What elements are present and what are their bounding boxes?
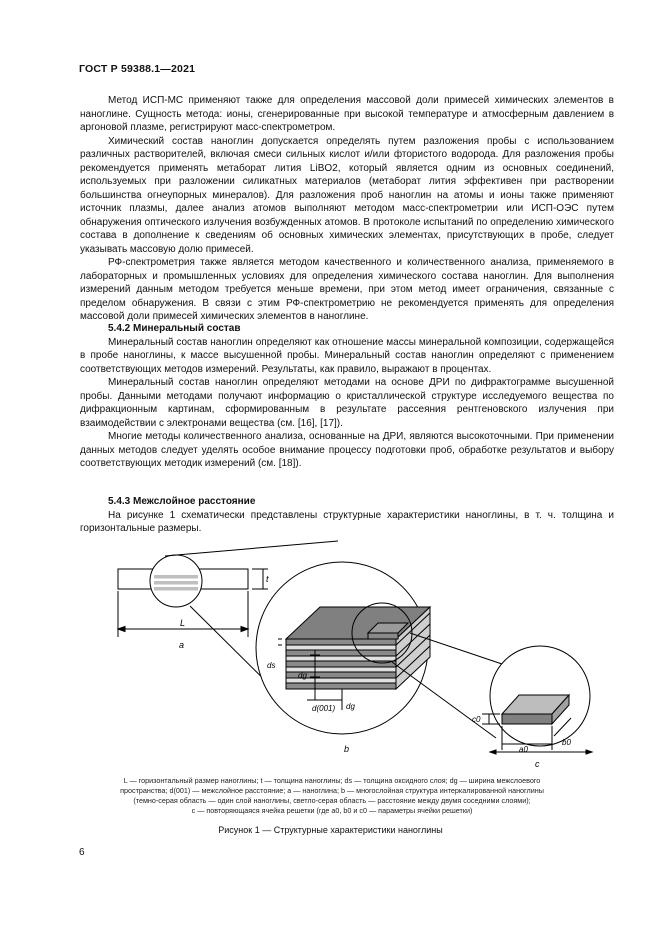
- section-5-4-3: [80, 495, 614, 536]
- label-c: c: [535, 759, 540, 769]
- label-b: b: [344, 744, 350, 754]
- paragraph: Метод ИСП-МС применяют также для определения массовой доли примесей химических элементов в наноглине. Сущность метода: ионы, сгенерированные при высокой температуре и атмосферным давлением в аргоновой плазме, регистрируют масс-спектрометром.: [80, 95, 614, 133]
- standard-header: ГОСТ Р 59388.1—2021: [79, 63, 196, 75]
- caption-line: (темно-серая область — один слой наноглины, светло-серая область — расстояние между двумя соседними слоями);: [133, 796, 531, 805]
- page-number: 6: [79, 847, 85, 858]
- paragraph: На рисунке 1 схематически представлены структурные характеристики наноглины, в т. ч. толщина и горизонтальные размеры.: [80, 509, 614, 534]
- section-a: [80, 94, 614, 324]
- paragraph: Минеральный состав наноглин определяют методами на основе ДРИ по дифрактограмме высушенной пробы. Данными методами получают информацию о кристаллической структуре исследуемого вещества по дифракционным картинам, сформированным в результате рассеяния рентгеновского излучения при взаимодействии с электронами вещества (см. [16], [17]).: [80, 377, 614, 429]
- layer: [286, 683, 396, 689]
- paragraph: РФ-спектрометрия также является методом качественного и количественного анализа, применяемого в лабораторных и промышленных условиях для определения химического состава наноглин. Для выполнения измерений данным методом требуется меньше времени, при этом метод имеет ограничения, связанные с пределом обнаружения. В связи с этим РФ-спектрометрию не рекомендуется применять для определения массовой доли примесей химических элементов в наноглине.: [80, 257, 614, 322]
- section-heading: 5.4.3 Межслойное расстояние: [108, 496, 256, 507]
- label-a0: a0: [519, 745, 528, 754]
- label-dg-2: dg: [346, 702, 355, 711]
- paragraph: Многие методы количественного анализа, основанные на ДРИ, являются высокоточными. При применении данных методов следует уделять особое внимание процессу подготовки проб, обработке результатов и выбору соответствующих методик измерений (см. [18]).: [80, 431, 614, 469]
- figure-caption: [88, 776, 576, 816]
- layer: [286, 650, 396, 656]
- paragraph: Химический состав наноглин допускается определять путем разложения пробы с использованием различных растворителей, включая смеси сильных кислот и/или фтористого водорода. Для разложения пробы рекомендуется применять метаборат лития LiBO2, который является одним из основных соединений, используемых при разложении силикатных материалов (метаборат лития эффективен при растворении большинства огнеупорных минералов). Для разложения проб наноглин на атомы и ионы также применяют источник плазмы, далее анализ атомов выполняют методом масс-спектрометрии или ИСП-ОЭС путем обнаружения оптического излучения возбужденных атомов. В протоколе испытаний по определению химического состава в дополнение к сведениям об основных химических элементах, присутствующих в пробе, следует указывать массовую долю примесей.: [80, 135, 614, 255]
- figure-title: Рисунок 1 — Структурные характеристики наноглины: [218, 825, 443, 835]
- section-5-4-2: [80, 322, 614, 471]
- caption-line: пространства; d(001) — межслойное расстояние; a — наноглина; b — многослойная структура интеркалированной наноглины: [120, 786, 544, 795]
- label-b0: b0: [562, 738, 571, 747]
- label-a: a: [179, 640, 185, 650]
- label-t: t: [266, 574, 269, 584]
- caption-line: c — повторяющаяся ячейка решетки (где a0, b0 и c0 — параметры ячейки решетки): [191, 806, 473, 815]
- figure-diagram: [110, 538, 610, 770]
- section-heading: 5.4.2 Минеральный состав: [108, 323, 241, 334]
- layer: [286, 661, 396, 667]
- layer: [286, 639, 396, 645]
- unit-cell-front: [502, 714, 552, 724]
- label-dg: dg: [298, 671, 307, 680]
- label-d001: d(001): [312, 704, 336, 713]
- label-c0: c0: [472, 715, 481, 724]
- paragraph: Минеральный состав наноглин определяют как отношение массы минеральной композиции, содержащейся в пробе наноглины, к массе высушенной пробы. Минеральный состав наноглин определяют с применением соответствующих методов измерений. Результаты, как правило, выражают в процентах.: [80, 336, 614, 375]
- label-L: L: [180, 618, 186, 628]
- label-ds: ds: [267, 661, 276, 670]
- caption-line: L — горизонтальный размер наноглины; t — толщина наноглины; ds — толщина оксидного слоя; dg — ширина межслоевого: [123, 776, 541, 785]
